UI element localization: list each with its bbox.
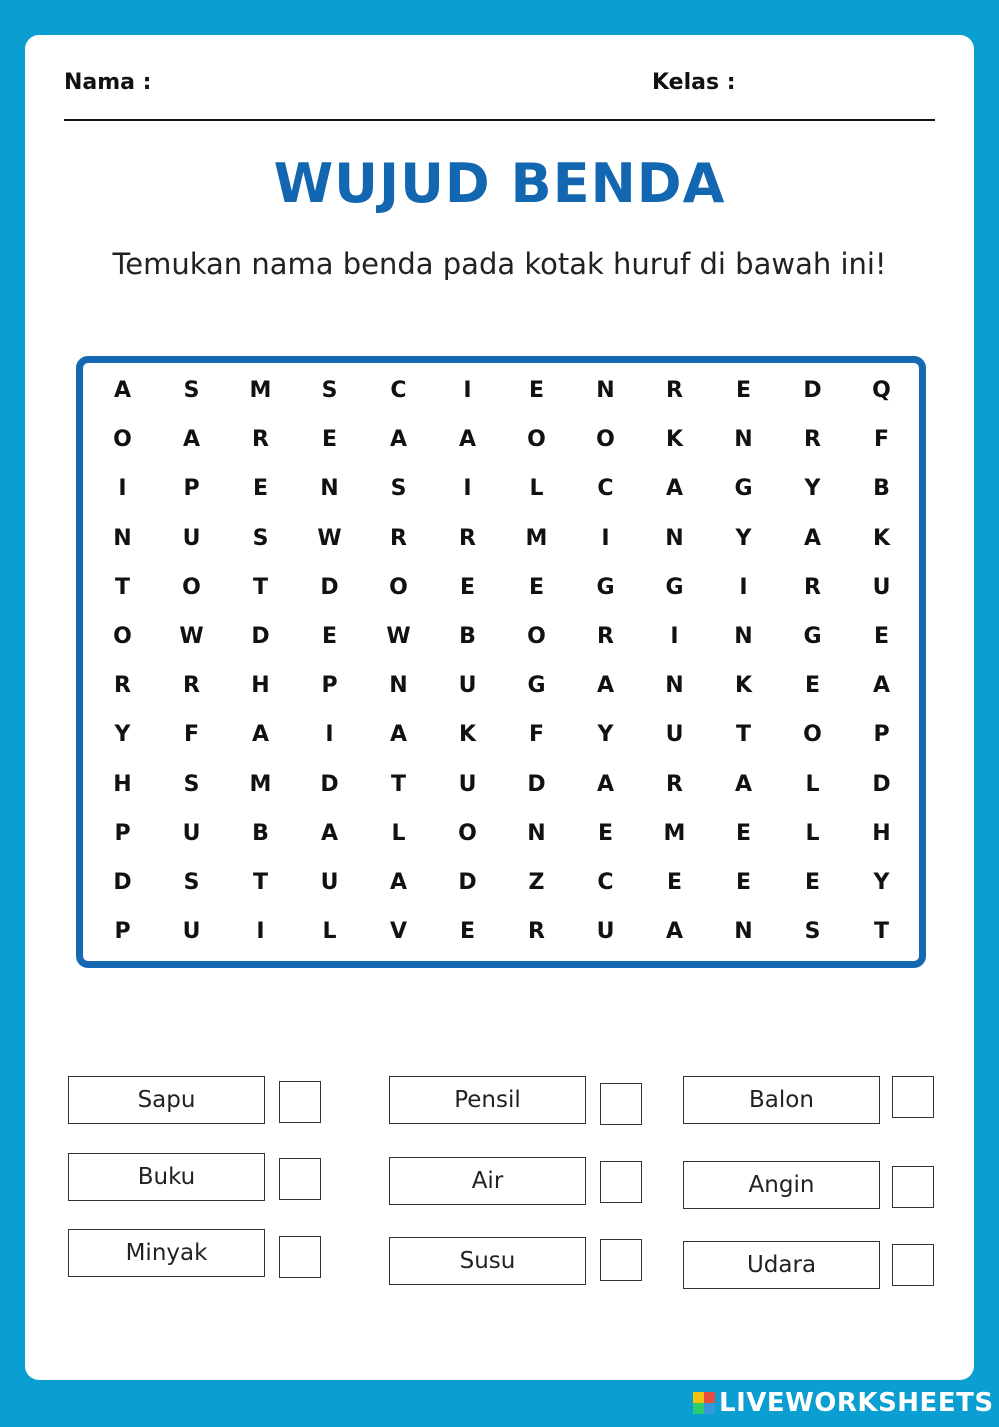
- grid-letter[interactable]: O: [458, 820, 477, 846]
- grid-letter[interactable]: N: [596, 378, 615, 404]
- grid-letter[interactable]: D: [872, 771, 891, 797]
- word-box-sapu: Sapu: [68, 1076, 265, 1124]
- word-box-air: Air: [389, 1157, 586, 1205]
- grid-letter[interactable]: G: [803, 624, 822, 650]
- grid-letter[interactable]: S: [183, 378, 200, 404]
- word-box-buku: Buku: [68, 1153, 265, 1201]
- grid-letter[interactable]: U: [182, 820, 201, 846]
- grid-letter[interactable]: Z: [528, 869, 545, 895]
- check-box-susu[interactable]: [600, 1239, 642, 1281]
- grid-letter[interactable]: N: [113, 525, 132, 551]
- grid-letter[interactable]: D: [113, 869, 132, 895]
- grid-letter[interactable]: M: [663, 820, 686, 846]
- grid-letter[interactable]: D: [527, 771, 546, 797]
- check-box-buku[interactable]: [279, 1158, 321, 1200]
- grid-letter[interactable]: E: [459, 574, 476, 600]
- grid-letter[interactable]: M: [249, 771, 272, 797]
- grid-letter[interactable]: G: [527, 673, 546, 699]
- grid-letter[interactable]: R: [666, 378, 683, 404]
- grid-letter[interactable]: A: [389, 869, 408, 895]
- grid-letter[interactable]: I: [463, 378, 472, 404]
- grid-letter[interactable]: E: [459, 919, 476, 945]
- grid-letter[interactable]: O: [113, 624, 132, 650]
- header-divider: [64, 119, 935, 121]
- grid-letter[interactable]: H: [872, 820, 891, 846]
- grid-letter[interactable]: A: [113, 378, 132, 404]
- class-label: Kelas :: [652, 70, 736, 95]
- grid-letter[interactable]: O: [389, 574, 408, 600]
- grid-letter[interactable]: F: [528, 722, 545, 748]
- grid-letter[interactable]: W: [386, 624, 411, 650]
- grid-letter[interactable]: E: [804, 869, 821, 895]
- grid-letter[interactable]: K: [872, 525, 891, 551]
- word-box-minyak: Minyak: [68, 1229, 265, 1277]
- grid-letter[interactable]: Y: [735, 525, 752, 551]
- grid-letter[interactable]: U: [665, 722, 684, 748]
- grid-letter[interactable]: L: [805, 771, 820, 797]
- grid-letter[interactable]: R: [804, 574, 821, 600]
- grid-letter[interactable]: I: [118, 476, 127, 502]
- grid-letter[interactable]: P: [873, 722, 890, 748]
- grid-letter[interactable]: O: [803, 722, 822, 748]
- grid-letter[interactable]: D: [320, 771, 339, 797]
- grid-letter[interactable]: U: [596, 919, 615, 945]
- grid-letter[interactable]: K: [458, 722, 477, 748]
- page-title: WUJUD BENDA: [273, 152, 726, 215]
- grid-letter[interactable]: S: [390, 476, 407, 502]
- grid-letter[interactable]: N: [389, 673, 408, 699]
- grid-letter[interactable]: O: [596, 427, 615, 453]
- brand-name: LIVEWORKSHEETS: [719, 1388, 994, 1418]
- grid-letter[interactable]: A: [458, 427, 477, 453]
- grid-letter[interactable]: A: [251, 722, 270, 748]
- grid-letter[interactable]: E: [873, 624, 890, 650]
- grid-letter[interactable]: S: [252, 525, 269, 551]
- grid-letter[interactable]: Y: [873, 869, 890, 895]
- grid-letter[interactable]: I: [463, 476, 472, 502]
- check-box-air[interactable]: [600, 1161, 642, 1203]
- grid-letter[interactable]: R: [459, 525, 476, 551]
- name-label: Nama :: [64, 70, 152, 95]
- grid-letter[interactable]: R: [804, 427, 821, 453]
- grid-letter[interactable]: R: [114, 673, 131, 699]
- grid-letter[interactable]: A: [734, 771, 753, 797]
- grid-letter[interactable]: S: [183, 869, 200, 895]
- grid-letter[interactable]: V: [389, 919, 408, 945]
- grid-letter[interactable]: P: [321, 673, 338, 699]
- grid-letter[interactable]: Y: [804, 476, 821, 502]
- grid-letter[interactable]: A: [389, 722, 408, 748]
- grid-letter[interactable]: E: [804, 673, 821, 699]
- check-box-angin[interactable]: [892, 1166, 934, 1208]
- grid-letter[interactable]: S: [183, 771, 200, 797]
- grid-letter[interactable]: T: [252, 574, 268, 600]
- word-box-pensil: Pensil: [389, 1076, 586, 1124]
- grid-letter[interactable]: D: [803, 378, 822, 404]
- grid-letter[interactable]: A: [320, 820, 339, 846]
- grid-letter[interactable]: E: [528, 574, 545, 600]
- grid-letter[interactable]: U: [182, 919, 201, 945]
- grid-letter[interactable]: U: [458, 673, 477, 699]
- grid-letter[interactable]: A: [596, 673, 615, 699]
- grid-letter[interactable]: A: [803, 525, 822, 551]
- grid-letter[interactable]: M: [249, 378, 272, 404]
- grid-letter[interactable]: N: [665, 525, 684, 551]
- grid-letter[interactable]: B: [459, 624, 476, 650]
- grid-letter[interactable]: Y: [114, 722, 131, 748]
- grid-letter[interactable]: T: [252, 869, 268, 895]
- grid-letter[interactable]: C: [597, 869, 614, 895]
- grid-letter[interactable]: E: [735, 378, 752, 404]
- grid-letter[interactable]: G: [596, 574, 615, 600]
- grid-letter[interactable]: F: [873, 427, 890, 453]
- grid-letter[interactable]: E: [735, 869, 752, 895]
- grid-letter[interactable]: R: [666, 771, 683, 797]
- grid-letter[interactable]: D: [320, 574, 339, 600]
- grid-letter[interactable]: D: [458, 869, 477, 895]
- grid-letter[interactable]: N: [665, 673, 684, 699]
- grid-letter[interactable]: S: [804, 919, 821, 945]
- check-box-balon[interactable]: [892, 1076, 934, 1118]
- grid-letter[interactable]: A: [389, 427, 408, 453]
- instruction-text: Temukan nama benda pada kotak huruf di bawah ini!: [112, 247, 887, 281]
- grid-letter[interactable]: N: [734, 427, 753, 453]
- grid-letter[interactable]: W: [317, 525, 342, 551]
- grid-letter[interactable]: I: [601, 525, 610, 551]
- word-box-angin: Angin: [683, 1161, 880, 1209]
- grid-letter[interactable]: K: [665, 427, 684, 453]
- grid-letter[interactable]: E: [252, 476, 269, 502]
- grid-letter[interactable]: S: [321, 378, 338, 404]
- grid-letter[interactable]: D: [251, 624, 270, 650]
- grid-letter[interactable]: N: [734, 919, 753, 945]
- grid-letter[interactable]: R: [183, 673, 200, 699]
- grid-letter[interactable]: E: [321, 624, 338, 650]
- grid-letter[interactable]: I: [325, 722, 334, 748]
- grid-letter[interactable]: L: [322, 919, 337, 945]
- grid-letter[interactable]: E: [666, 869, 683, 895]
- grid-letter[interactable]: P: [114, 919, 131, 945]
- grid-letter[interactable]: R: [528, 919, 545, 945]
- grid-letter[interactable]: A: [182, 427, 201, 453]
- grid-letter[interactable]: K: [734, 673, 753, 699]
- grid-letter[interactable]: E: [735, 820, 752, 846]
- grid-letter[interactable]: T: [114, 574, 130, 600]
- grid-letter[interactable]: C: [597, 476, 614, 502]
- grid-letter[interactable]: W: [179, 624, 204, 650]
- grid-letter[interactable]: I: [670, 624, 679, 650]
- grid-letter[interactable]: O: [182, 574, 201, 600]
- grid-letter[interactable]: N: [320, 476, 339, 502]
- grid-letter[interactable]: L: [805, 820, 820, 846]
- grid-letter[interactable]: A: [665, 476, 684, 502]
- grid-letter[interactable]: U: [182, 525, 201, 551]
- word-box-susu: Susu: [389, 1237, 586, 1285]
- grid-letter[interactable]: T: [390, 771, 406, 797]
- word-search-grid: [88, 366, 916, 956]
- grid-letter[interactable]: Y: [597, 722, 614, 748]
- grid-letter[interactable]: M: [525, 525, 548, 551]
- grid-letter[interactable]: P: [183, 476, 200, 502]
- grid-letter[interactable]: G: [734, 476, 753, 502]
- grid-letter[interactable]: P: [114, 820, 131, 846]
- grid-letter[interactable]: R: [597, 624, 614, 650]
- grid-letter[interactable]: H: [251, 673, 270, 699]
- grid-letter[interactable]: L: [391, 820, 406, 846]
- grid-letter[interactable]: A: [596, 771, 615, 797]
- liveworksheets-logo-icon: [693, 1392, 715, 1414]
- grid-letter[interactable]: H: [113, 771, 132, 797]
- grid-letter[interactable]: B: [873, 476, 890, 502]
- liveworksheets-brand[interactable]: [693, 1388, 994, 1418]
- grid-letter[interactable]: I: [256, 919, 265, 945]
- word-box-balon: Balon: [683, 1076, 880, 1124]
- grid-letter[interactable]: O: [527, 427, 546, 453]
- grid-letter[interactable]: N: [527, 820, 546, 846]
- grid-letter[interactable]: B: [252, 820, 269, 846]
- grid-letter[interactable]: E: [528, 378, 545, 404]
- grid-letter[interactable]: L: [529, 476, 544, 502]
- grid-letter[interactable]: A: [872, 673, 891, 699]
- word-box-udara: Udara: [683, 1241, 880, 1289]
- grid-letter[interactable]: Q: [872, 378, 891, 404]
- grid-letter[interactable]: U: [320, 869, 339, 895]
- grid-letter[interactable]: N: [734, 624, 753, 650]
- grid-letter[interactable]: I: [739, 574, 748, 600]
- check-box-minyak[interactable]: [279, 1236, 321, 1278]
- grid-letter[interactable]: O: [113, 427, 132, 453]
- grid-letter[interactable]: U: [458, 771, 477, 797]
- grid-letter[interactable]: C: [390, 378, 407, 404]
- grid-letter[interactable]: G: [665, 574, 684, 600]
- grid-letter[interactable]: A: [665, 919, 684, 945]
- check-box-pensil[interactable]: [600, 1083, 642, 1125]
- grid-letter[interactable]: T: [873, 919, 889, 945]
- grid-letter[interactable]: E: [597, 820, 614, 846]
- grid-letter[interactable]: T: [735, 722, 751, 748]
- grid-letter[interactable]: R: [252, 427, 269, 453]
- grid-letter[interactable]: F: [183, 722, 200, 748]
- grid-letter[interactable]: O: [527, 624, 546, 650]
- grid-letter[interactable]: R: [390, 525, 407, 551]
- grid-letter[interactable]: E: [321, 427, 338, 453]
- grid-letter[interactable]: U: [872, 574, 891, 600]
- check-box-udara[interactable]: [892, 1244, 934, 1286]
- check-box-sapu[interactable]: [279, 1081, 321, 1123]
